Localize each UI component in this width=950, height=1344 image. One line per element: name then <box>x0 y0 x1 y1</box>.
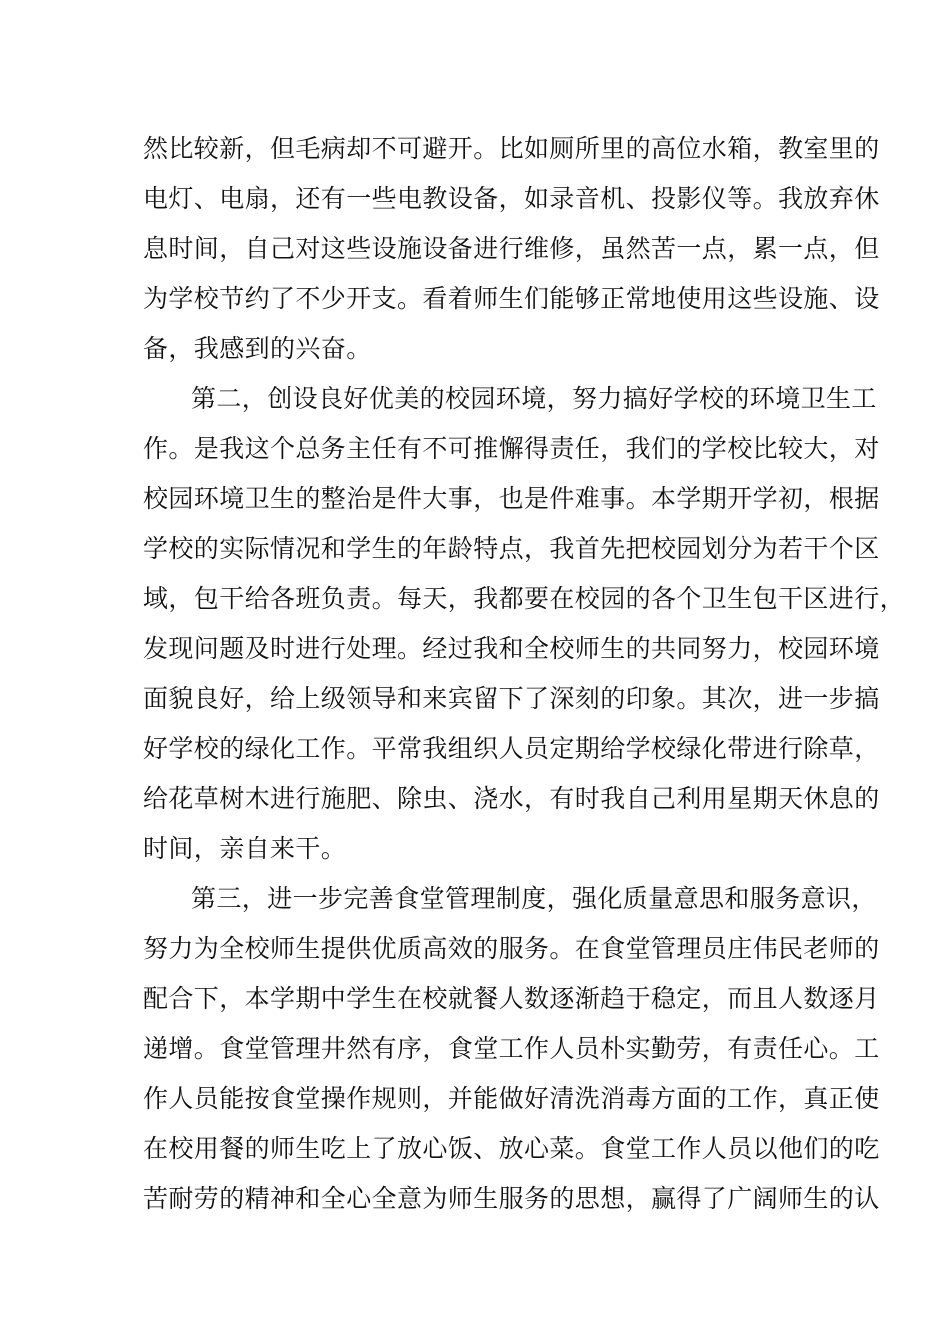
text-line: 配合下，本学期中学生在校就餐人数逐渐趋于稳定，而且人数逐月 <box>143 984 880 1013</box>
text-line: 递增。食堂管理井然有序，食堂工作人员朴实勤劳，有责任心。工 <box>143 1034 880 1063</box>
paragraph-start-line: 第二，创设良好优美的校园环境，努力搞好学校的环境卫生工 <box>191 384 877 413</box>
text-line: 发现问题及时进行处理。经过我和全校师生的共同努力，校园环境 <box>143 634 880 663</box>
text-line: 时间，亲自来干。 <box>143 834 347 863</box>
text-line: 电灯、电扇，还有一些电教设备，如录音机、投影仪等。我放弃休 <box>143 184 880 213</box>
text-line: 作人员能按食堂操作规则，并能做好清洗消毒方面的工作，真正使 <box>143 1084 880 1113</box>
text-line: 努力为全校师生提供优质高效的服务。在食堂管理员庄伟民老师的 <box>143 934 880 963</box>
text-line: 给花草树木进行施肥、除虫、浇水，有时我自己利用星期天休息的 <box>143 784 880 813</box>
text-line: 苦耐劳的精神和全心全意为师生服务的思想，赢得了广阔师生的认 <box>143 1184 880 1213</box>
paragraph-start-line: 第三，进一步完善食堂管理制度，强化质量意思和服务意识， <box>191 884 877 913</box>
text-line: 备，我感到的兴奋。 <box>143 334 372 363</box>
text-line: 在校用餐的师生吃上了放心饭、放心菜。食堂工作人员以他们的吃 <box>143 1134 880 1163</box>
text-line: 校园环境卫生的整治是件大事，也是件难事。本学期开学初，根据 <box>143 484 880 513</box>
text-line: 面貌良好，给上级领导和来宾留下了深刻的印象。其次，进一步搞 <box>143 684 880 713</box>
text-line: 好学校的绿化工作。平常我组织人员定期给学校绿化带进行除草， <box>143 734 880 763</box>
text-line: 域，包干给各班负责。每天，我都要在校园的各个卫生包干区进行， <box>143 584 906 613</box>
text-line: 作。是我这个总务主任有不可推懈得责任，我们的学校比较大，对 <box>143 434 880 463</box>
text-line: 然比较新，但毛病却不可避开。比如厕所里的高位水箱，教室里的 <box>143 134 880 163</box>
text-line: 学校的实际情况和学生的年龄特点，我首先把校园划分为若干个区 <box>143 534 880 563</box>
text-line: 息时间，自己对这些设施设备进行维修，虽然苦一点，累一点，但 <box>143 234 880 263</box>
text-line: 为学校节约了不少开支。看着师生们能够正常地使用这些设施、设 <box>143 284 880 313</box>
